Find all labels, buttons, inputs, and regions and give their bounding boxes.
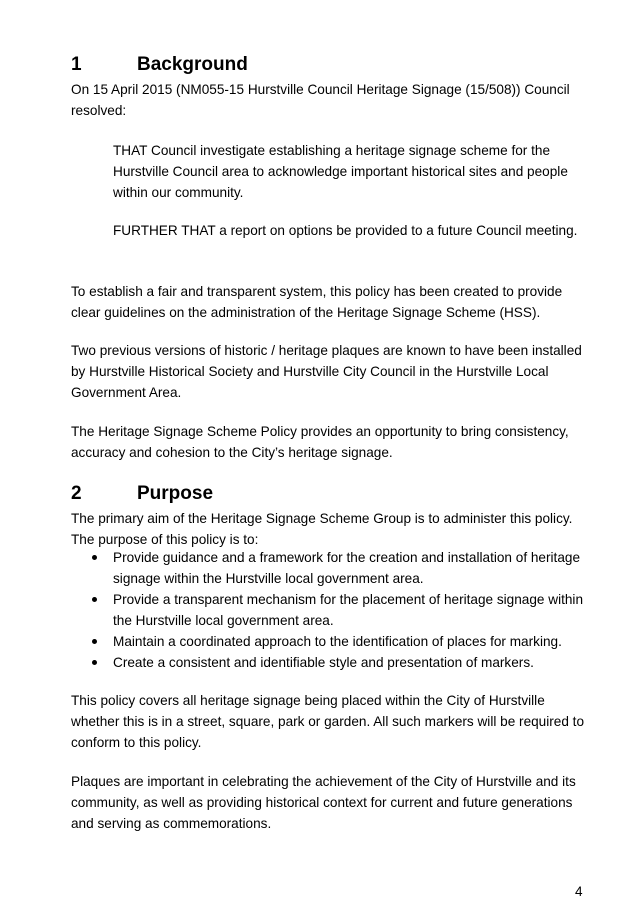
list-item: Create a consistent and identifiable style and presentation of markers. — [71, 652, 591, 673]
page-number: 4 — [575, 884, 583, 899]
section-2-number: 2 — [71, 483, 82, 504]
bullet-icon — [92, 597, 97, 602]
resolution-2: FURTHER THAT a report on options be provided to a future Council meeting. — [113, 223, 578, 238]
bullet-icon — [92, 555, 97, 560]
section-1-number: 1 — [71, 54, 82, 75]
section-1-paragraph-3: The Heritage Signage Scheme Policy provides an opportunity to bring consistency, accuracy and cohesion to the City’s heritage signage. — [71, 424, 569, 460]
section-2-title: Purpose — [137, 483, 214, 504]
section-2-heading — [71, 483, 213, 505]
list-item: Provide guidance and a framework for the creation and installation of heritage signage within the Hurstville local government area. — [71, 547, 591, 589]
section-1-paragraph-2: Two previous versions of historic / heritage plaques are known to have been installed by Hurstville Historical Society and Hurstville City Council in the Hurstville Local Government Area. — [71, 343, 582, 400]
purpose-list — [71, 547, 591, 673]
list-item: Provide a transparent mechanism for the placement of heritage signage within the Hurstville local government area. — [71, 589, 591, 631]
section-2-intro: The primary aim of the Heritage Signage Scheme Group is to administer this policy. The purpose of this policy is to: — [71, 511, 573, 547]
section-2-paragraph-2: Plaques are important in celebrating the achievement of the City of Hurstville and its community, as well as providing historical context for current and future generations and serving as commemorations. — [71, 774, 576, 831]
bullet-icon — [92, 639, 97, 644]
section-1-intro: On 15 April 2015 (NM055-15 Hurstville Council Heritage Signage (15/508)) Council resolved: — [71, 82, 570, 118]
bullet-icon — [92, 660, 97, 665]
section-1-title: Background — [137, 54, 248, 75]
resolution-1: THAT Council investigate establishing a heritage signage scheme for the Hurstville Council area to acknowledge important historical sites and people within our community. — [113, 143, 568, 200]
section-1-heading — [71, 54, 248, 76]
list-item: Maintain a coordinated approach to the identification of places for marking. — [71, 631, 591, 652]
section-2-paragraph-1: This policy covers all heritage signage being placed within the City of Hurstville whether this is in a street, square, park or garden. All such markers will be required to conform to this policy. — [71, 693, 585, 750]
section-1-paragraph-1: To establish a fair and transparent system, this policy has been created to provide clear guidelines on the administration of the Heritage Signage Scheme (HSS). — [71, 284, 563, 320]
